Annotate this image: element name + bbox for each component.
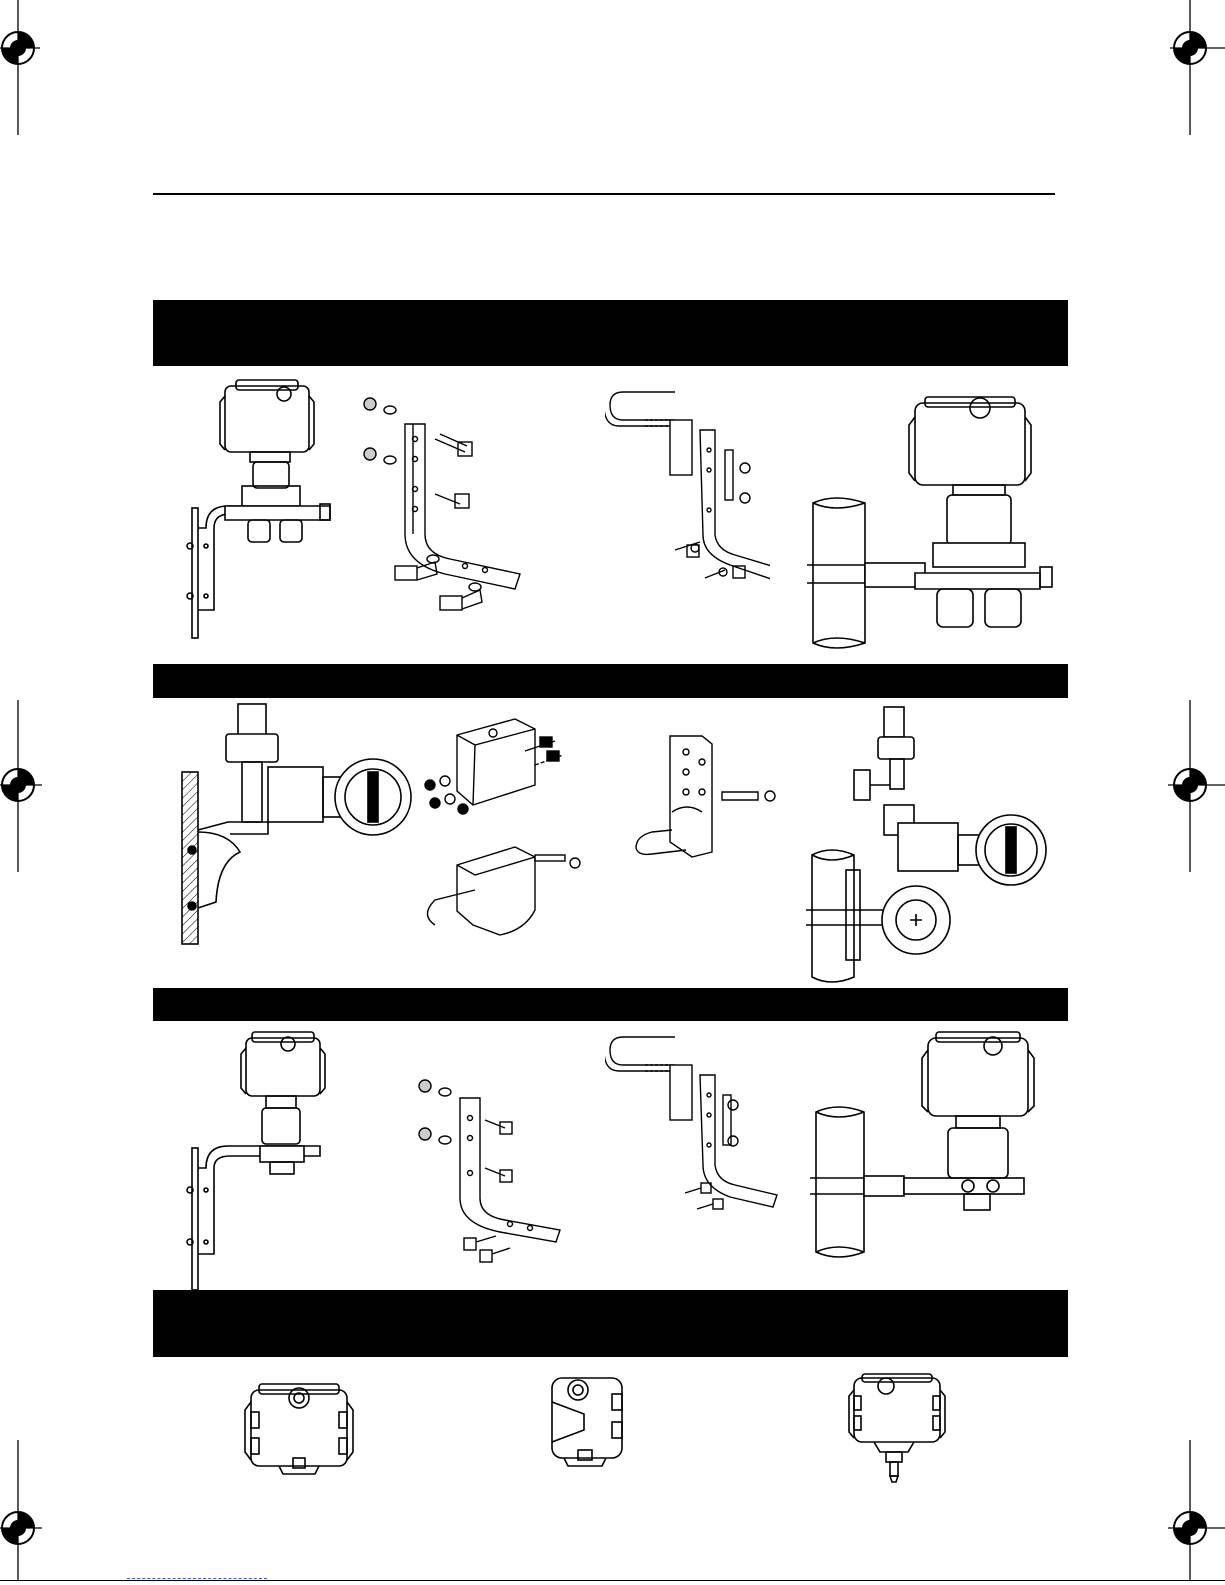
section-band-1 [153,300,1068,366]
crosshair-registration-icon [1165,1440,1225,1580]
section-band-4 [153,1290,1068,1357]
inline-panel-mount-drawing [180,1030,340,1292]
l-bracket-hardware-2-drawing [410,1078,570,1273]
coplanar-panel-mount-drawing [168,702,413,952]
registration-mark-mid-left [0,700,60,875]
u-bolt-bracket-hardware-2 [605,1035,780,1220]
registration-mark-bottom-right [1165,1440,1225,1580]
bottom-edge-rule [0,1580,1225,1581]
registration-mark-mid-right [1165,700,1225,875]
registration-mark-top-right [1165,0,1225,140]
bottom-link-underline [127,1578,267,1580]
crosshair-registration-icon [0,1440,60,1580]
coplanar-pipe-mount [806,705,1056,987]
housing-compact-drawing [846,1372,946,1484]
flat-bracket-hardware-drawing [415,715,585,945]
coplanar-pipe-mount-drawing [806,705,1056,987]
crosshair-registration-icon [1165,700,1225,875]
flat-bracket-hardware [415,715,585,945]
crosshair-registration-icon [0,0,60,140]
transmitter-pipe-mount-drawing [805,395,1055,657]
section-band-2 [153,664,1068,698]
transmitter-pipe-mount [805,395,1055,657]
l-bracket-hardware-drawing [355,394,535,619]
registration-mark-top-left [0,0,60,140]
inline-pipe-mount-drawing [808,1030,1058,1262]
registration-mark-bottom-left [0,1440,60,1580]
coplanar-panel-mount [168,702,413,952]
housing-dual-compartment [243,1382,355,1482]
transmitter-panel-mount-drawing [180,378,340,643]
u-bolt-bracket-hardware-drawing [605,390,770,590]
housing-dual-compartment-drawing [243,1382,355,1482]
pipe-bracket-hardware [632,732,777,862]
u-bolt-bracket-hardware [605,390,770,590]
transmitter-panel-mount [180,378,340,643]
u-bolt-bracket-hardware-2-drawing [605,1035,780,1220]
housing-single-compartment-drawing [544,1374,626,1472]
inline-panel-mount [180,1030,340,1292]
inline-pipe-mount [808,1030,1058,1262]
housing-compact [846,1372,946,1484]
crosshair-registration-icon [1165,0,1225,140]
crosshair-registration-icon [0,700,60,875]
housing-single-compartment [544,1374,626,1472]
section-band-3 [153,988,1068,1021]
l-bracket-hardware-2 [410,1078,570,1273]
header-rule [153,193,1055,195]
pipe-bracket-hardware-drawing [632,732,777,862]
l-bracket-hardware [355,394,535,619]
